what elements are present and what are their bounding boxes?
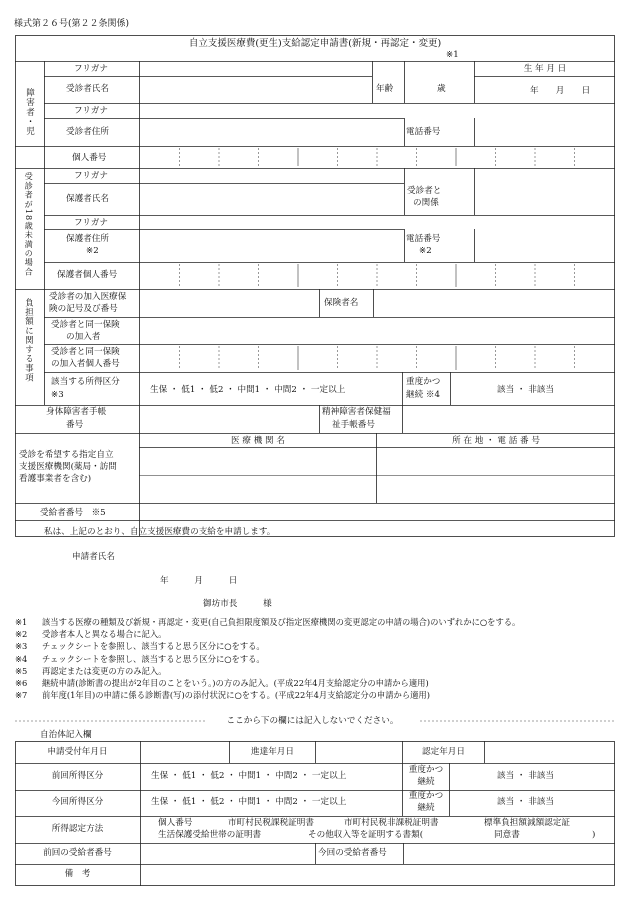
severe-label-2: 継続 ※4 xyxy=(406,390,440,400)
income-class-options[interactable]: 生保 ・ 低1 ・ 低2 ・ 中間1 ・ 中間2 ・ 一定以上 xyxy=(150,385,346,395)
patient-section-label: 障害者・児 xyxy=(24,88,35,136)
institution-name-field[interactable] xyxy=(140,448,376,503)
income-class-note: ※3 xyxy=(51,390,64,400)
institution-name-header: 医 療 機 関 名 xyxy=(231,436,285,446)
same-insured-id-label-1: 受診者と同一保険 xyxy=(51,347,120,357)
patient-phone-field[interactable] xyxy=(475,119,614,146)
method-close-paren: ) xyxy=(592,830,596,840)
guardian-address-furigana-label: フリガナ xyxy=(74,218,108,228)
relation-label-2: の関係 xyxy=(413,198,439,208)
prev-severe-options[interactable]: 該当 ・ 非該当 xyxy=(497,771,555,781)
note-text: 再認定または変更の方のみ記入。 xyxy=(42,665,167,676)
guardian-name-field[interactable] xyxy=(140,184,404,215)
patient-address-furigana-label: フリガナ xyxy=(74,106,108,116)
severe-options[interactable]: 該当 ・ 非該当 xyxy=(497,385,555,395)
guardian-phone-label: 電話番号 xyxy=(406,234,441,244)
guardian-id-field[interactable] xyxy=(140,263,614,289)
income-class-label: 該当する所得区分 xyxy=(51,377,120,387)
relation-label-1: 受診者と xyxy=(407,186,442,196)
prev-severe-label-1: 重度かつ xyxy=(408,765,444,775)
note-mark: ※6 xyxy=(15,678,28,688)
designated-label-3: 看護事業者を含む) xyxy=(19,474,92,484)
physical-handbook-field[interactable] xyxy=(140,406,319,433)
approved-date-field[interactable] xyxy=(485,742,614,763)
curr-income-options[interactable]: 生保 ・ 低1 ・ 低2 ・ 中間1 ・ 中間2 ・ 一定以上 xyxy=(151,797,347,807)
applicant-label: 申請者氏名 xyxy=(72,552,115,562)
guardian-section-label: 受診者が18歳未満の場合 xyxy=(24,172,35,277)
method-welfare-certificate[interactable]: 生活保護受給世帯の証明書 xyxy=(158,830,262,840)
physical-handbook-label-1: 身体障害者手帳 xyxy=(46,407,107,417)
note-mark: ※7 xyxy=(15,690,28,701)
patient-name-field[interactable] xyxy=(140,77,372,103)
patient-id-field[interactable] xyxy=(140,147,614,168)
office-section-title: 自治体記入欄 xyxy=(40,730,92,740)
mental-handbook-field[interactable] xyxy=(403,406,614,433)
same-insured-id-field[interactable] xyxy=(140,345,614,372)
guardian-furigana-label: フリガナ xyxy=(74,171,108,181)
declaration-text: 私は、上記のとおり、自立支援医療費の支給を申請します。 xyxy=(44,527,276,537)
note-text: 前年度(1年目)の申請に係る診断書(写)の添付状況に○をする。(平成22年4月支給認定分の申請から適用) xyxy=(42,690,430,701)
birth-date-field[interactable]: 年 月 日 xyxy=(530,86,591,96)
remarks-field[interactable] xyxy=(141,865,614,885)
curr-income-label: 今回所得区分 xyxy=(51,797,104,807)
curr-severe-label-1: 重度かつ xyxy=(408,791,444,801)
insurer-field[interactable] xyxy=(374,290,614,317)
guardian-id-label: 保護者個人番号 xyxy=(57,270,118,280)
method-consent-form[interactable]: 同意書 xyxy=(494,830,520,840)
note-mark-1: ※1 xyxy=(446,50,459,60)
insurance-no-field[interactable] xyxy=(140,290,319,317)
patient-phone-label: 電話番号 xyxy=(406,127,441,137)
institution-address-header: 所 在 地 ・ 電 話 番 号 xyxy=(452,436,540,446)
birth-date-label: 生 年 月 日 xyxy=(523,64,567,74)
guardian-address-label: 保護者住所 xyxy=(66,234,109,244)
note-mark: ※2 xyxy=(15,629,28,640)
relation-field[interactable] xyxy=(475,169,614,215)
age-field[interactable] xyxy=(405,62,474,103)
form-title: 自立支援医療費(更生)支給認定申請書(新規・再認定・変更) xyxy=(188,38,442,49)
recipient-number-label: 受給者番号 ※5 xyxy=(40,508,106,518)
prev-severe-label-2: 継続 xyxy=(417,777,435,787)
note-text: 該当する医療の種類及び新規・再認定・変更(自己負担限度額及び指定医療機関の変更認定の申請の場合)のいずれかに○をする。 xyxy=(42,617,521,627)
curr-recipient-field[interactable] xyxy=(404,844,614,864)
method-reduction-certificate[interactable]: 標準負担額減額認定証 xyxy=(484,818,570,828)
prev-recipient-field[interactable] xyxy=(141,844,315,864)
note-text: チェックシートを参照し、該当すると思う区分に○をする。 xyxy=(42,653,265,664)
forwarded-date-label: 進達年月日 xyxy=(251,747,294,757)
patient-name-label: 受診者氏名 xyxy=(66,84,109,94)
note-text: 継続申請(診断書の提出が2年目のことをいう。)の方のみ記入。(平成22年4月支給認定分の申請から適用) xyxy=(42,678,429,688)
forwarded-date-field[interactable] xyxy=(316,742,402,763)
received-date-label: 申請受付年月日 xyxy=(47,747,108,757)
severe-label-1: 重度かつ xyxy=(406,377,441,387)
patient-id-label: 個人番号 xyxy=(72,153,107,163)
institution-address-field[interactable] xyxy=(377,448,614,503)
patient-address-label: 受診者住所 xyxy=(66,127,109,137)
guardian-phone-field[interactable] xyxy=(475,230,614,262)
mental-handbook-label-1: 精神障害者保健福 xyxy=(322,407,391,417)
curr-recipient-label: 今回の受給者番号 xyxy=(318,848,387,858)
guardian-address-field[interactable] xyxy=(140,230,404,262)
guardian-phone-note: ※2 xyxy=(419,246,432,256)
income-method-label: 所得認定方法 xyxy=(51,824,104,834)
method-nontax-certificate[interactable]: 市町村民税非課税証明書 xyxy=(344,818,439,828)
guardian-address-note: ※2 xyxy=(86,246,99,256)
insurance-no-label-2: 険の記号及び番号 xyxy=(49,304,118,314)
patient-address-field[interactable] xyxy=(140,119,404,146)
approved-date-label: 認定年月日 xyxy=(422,747,465,757)
method-other-documents[interactable]: その他収入等を証明する書類( xyxy=(308,830,424,840)
addressee: 御坊市長 様 xyxy=(203,599,272,609)
same-insured-label-2: の加入者 xyxy=(66,332,101,342)
form-number: 様式第２６号(第２２条関係) xyxy=(14,19,130,29)
method-personal-number[interactable]: 個人番号 xyxy=(158,818,193,828)
note-mark: ※5 xyxy=(15,665,28,676)
same-insured-label-1: 受診者と同一保険 xyxy=(51,320,120,330)
note-mark: ※1 xyxy=(15,617,28,627)
prev-recipient-label: 前回の受給者番号 xyxy=(43,848,112,858)
remarks-label: 備 考 xyxy=(64,869,91,879)
divider-text: ここから下の欄には記入しないでください。 xyxy=(226,716,399,726)
curr-severe-label-2: 継続 xyxy=(417,803,435,813)
recipient-number-field[interactable] xyxy=(140,504,614,520)
note-mark: ※3 xyxy=(15,641,28,652)
same-insured-id-label-2: の加入者個人番号 xyxy=(51,359,120,369)
note-text: チェックシートを参照し、該当すると思う区分に○をする。 xyxy=(42,641,265,652)
patient-furigana-field[interactable] xyxy=(140,62,372,76)
age-label: 年齢 xyxy=(376,84,394,94)
guardian-name-label: 保護者氏名 xyxy=(66,194,109,204)
designated-label-2: 支援医療機関(薬局・訪問 xyxy=(19,462,117,472)
method-tax-certificate[interactable]: 市町村民税課税証明書 xyxy=(228,818,314,828)
patient-furigana-label: フリガナ xyxy=(74,64,108,74)
same-insured-field[interactable] xyxy=(140,318,614,344)
received-date-field[interactable] xyxy=(141,742,229,763)
burden-section-label: 負担額に関する事項 xyxy=(24,298,35,383)
insurance-no-label-1: 受診者の加入医療保 xyxy=(49,292,127,302)
note-text: 受診者本人と異なる場合に記入。 xyxy=(42,629,167,640)
note-mark: ※4 xyxy=(15,653,28,664)
designated-label-1: 受診を希望する指定自立 xyxy=(19,450,114,460)
physical-handbook-label-2: 番号 xyxy=(66,420,84,430)
prev-income-label: 前回所得区分 xyxy=(51,771,104,781)
mental-handbook-label-2: 祉手帳番号 xyxy=(332,420,375,430)
curr-severe-options[interactable]: 該当 ・ 非該当 xyxy=(497,797,555,807)
prev-income-options[interactable]: 生保 ・ 低1 ・ 低2 ・ 中間1 ・ 中間2 ・ 一定以上 xyxy=(151,771,347,781)
application-date[interactable]: 年 月 日 xyxy=(160,576,238,586)
age-unit: 歳 xyxy=(437,84,446,94)
insurer-label: 保険者名 xyxy=(324,298,359,308)
